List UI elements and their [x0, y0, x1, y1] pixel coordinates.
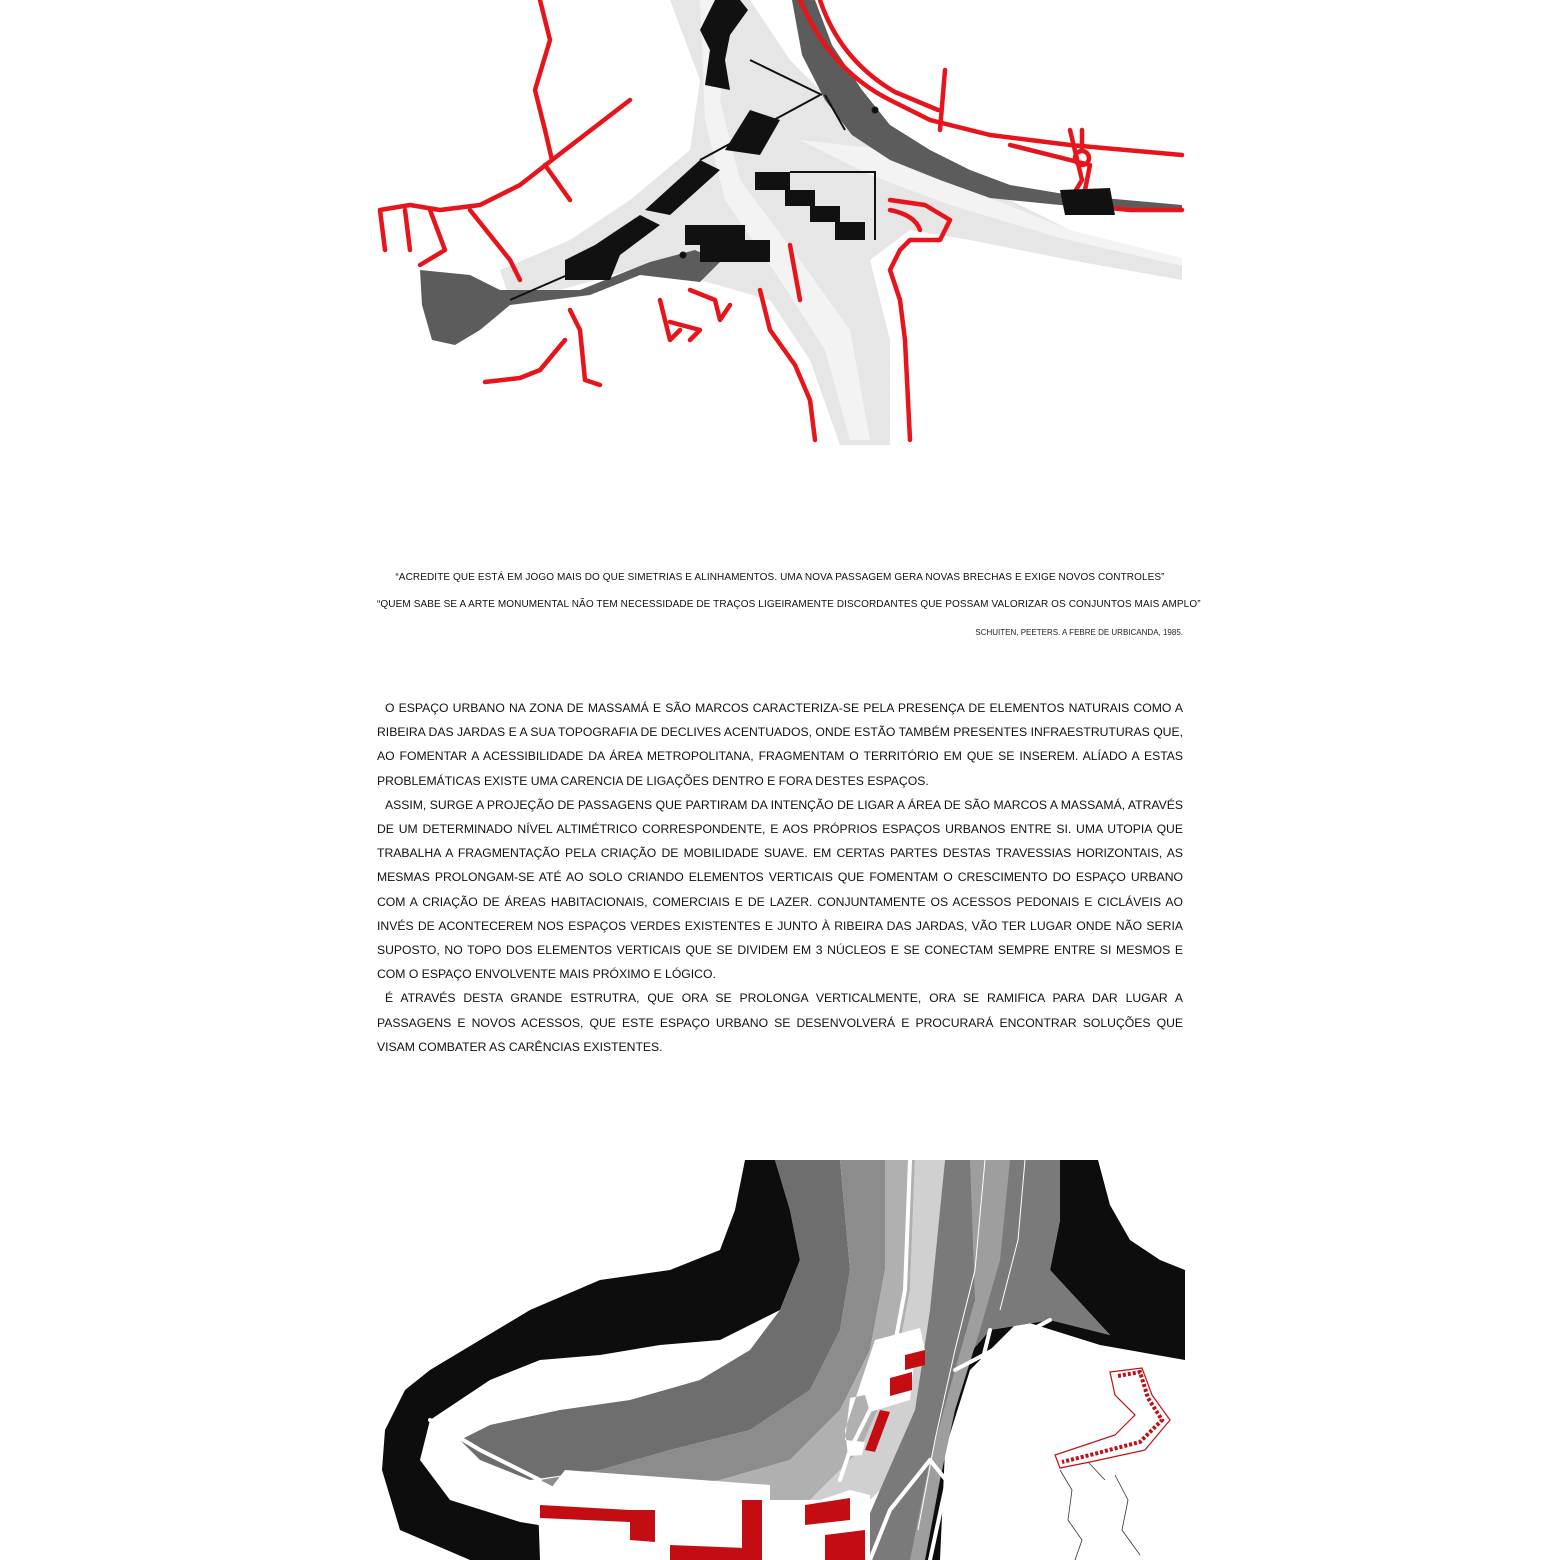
project-description [377, 696, 1183, 1059]
paragraph-2: ASSIM, SURGE A PROJEÇÃO DE PASSAGENS QUE PARTIRAM DA INTENÇÃO DE LIGAR A ÁREA DE SÃO MARCOS A MASSAMÁ, ATRAVÉS DE UM DETERMINADO NÍVEL ALTIMÉTRICO CORRESPONDENTE, E AOS PRÓPRIOS ESPAÇOS URBANOS ENTRE SI. UMA UTOPIA QUE TRABALHA A FRAGMENTAÇÃO PELA CRIAÇÃO DE MOBILIDADE SUAVE. EM CERTAS PARTES DESTAS TRAVESSIAS HORIZONTAIS, AS MESMAS PROLONGAM-SE ATÉ AO SOLO CRIANDO ELEMENTOS VERTICAIS QUE FOMENTAM O CRESCIMENTO DO ESPAÇO URBANO COM A CRIAÇÃO DE ÁREAS HABITACIONAIS, COMERCIAIS E DE LAZER. CONJUNTAMENTE OS ACESSOS PEDONAIS E CICLÁVEIS AO INVÉS DE ACONTECEREM NOS ESPAÇOS VERDES EXISTENTES E JUNTO À RIBEIRA DAS JARDAS, VÃO TER LUGAR ONDE NÃO SERIA SUPOSTO, NO TOPO DOS ELEMENTOS VERTICAIS QUE SE DIVIDEM EM 3 NÚCLEOS E SE CONECTAM SEMPRE ENTRE SI MESMOS E COM O ESPAÇO ENVOLVENTE MAIS PRÓXIMO E LÓGICO. [377, 797, 1183, 982]
housing-grid-detail [1055, 1368, 1170, 1468]
contour-sketch [1060, 1462, 1140, 1560]
epigraph-quote-1: “ACREDITE QUE ESTÁ EM JOGO MAIS DO QUE SIMETRIAS E ALINHAMENTOS. UMA NOVA PASSAGEM GERA NOVAS BRECHAS E EXIGE NOVOS CONTROLES” [395, 572, 1165, 583]
quote-citation: SCHUITEN, PEETERS. A FEBRE DE URBICANDA, 1985. [975, 628, 1183, 637]
axonometric-site-view [370, 1150, 1200, 1560]
epigraph-quote-2: “QUEM SABE SE A ARTE MONUMENTAL NÃO TEM NECESSIDADE DE TRAÇOS LIGEIRAMENTE DISCORDANTES QUE POSSAM VALORIZAR OS CONJUNTOS MAIS AMPLO” [377, 599, 1201, 610]
site-plan-map [370, 0, 1190, 450]
paragraph-1: O ESPAÇO URBANO NA ZONA DE MASSAMÁ E SÃO MARCOS CARACTERIZA-SE PELA PRESENÇA DE ELEMENTOS NATURAIS COMO A RIBEIRA DAS JARDAS E A SUA TOPOGRAFIA DE DECLIVES ACENTUADOS, ONDE ESTÃO TAMBÉM PRESENTES INFRAESTRUTURAS QUE, AO FOMENTAR A ACESSIBILIDADE DA ÁREA METROPOLITANA, FRAGMENTAM O TERRITÓRIO EM QUE SE INSEREM. ALÍADO A ESTAS PROBLEMÁTICAS EXISTE UMA CARENCIA DE LIGAÇÕES DENTRO E FORA DESTES ESPAÇOS. [377, 701, 1183, 788]
paragraph-3: É ATRAVÉS DESTA GRANDE ESTRUTRA, QUE ORA SE PROLONGA VERTICALMENTE, ORA SE RAMIFICA PARA DAR LUGAR A PASSAGENS E NOVOS ACESSOS, QUE ESTE ESPAÇO URBANO SE DESENVOLVERÁ E PROCURARÁ ENCONTRAR SOLUÇÕES QUE VISAM COMBATER AS CARÊNCIAS EXISTENTES. [377, 991, 1183, 1054]
